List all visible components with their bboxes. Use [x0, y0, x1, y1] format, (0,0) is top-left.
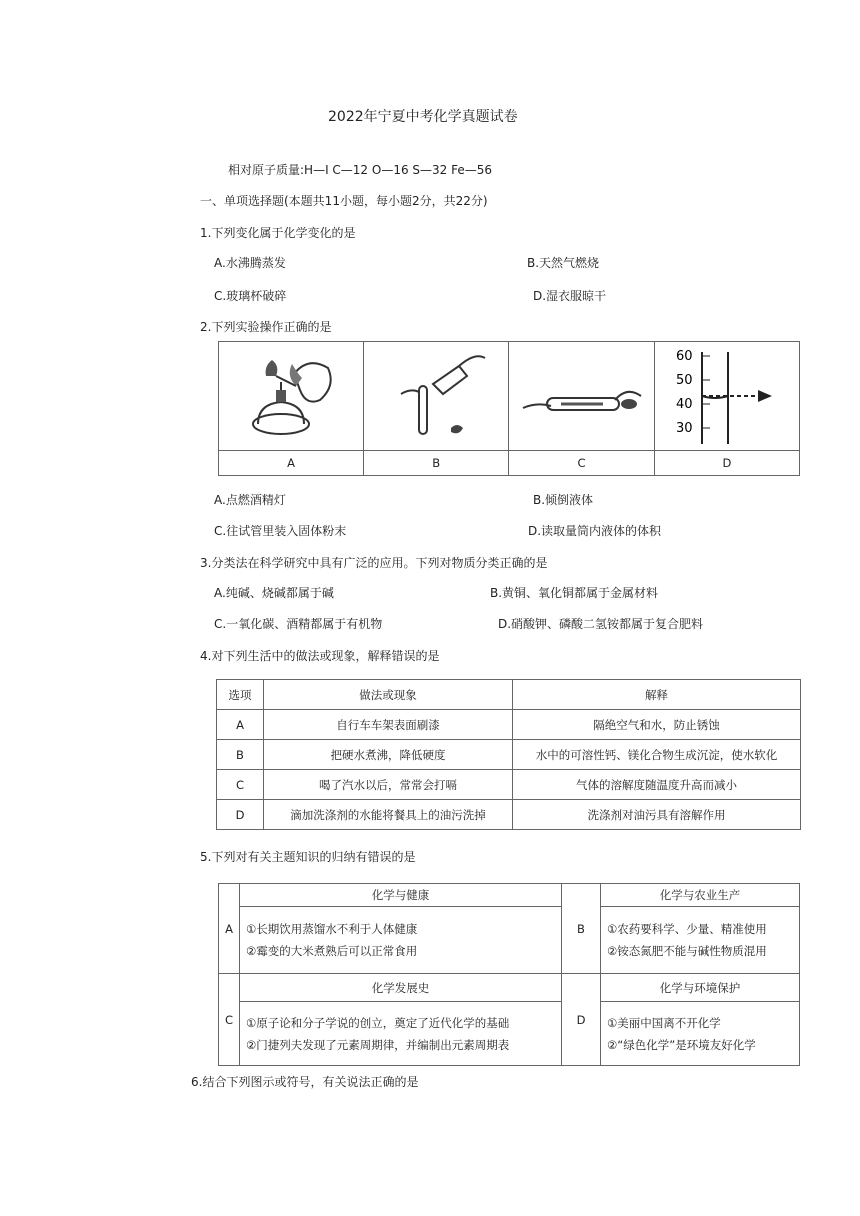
q5-letter-a: A — [219, 884, 240, 974]
figure-label-d: D — [654, 451, 799, 476]
q5-c-line-1: ①原子论和分子学说的创立，奠定了近代化学的基础 — [246, 1015, 510, 1030]
q4-cell: 隔绝空气和水，防止锈蚀 — [513, 710, 801, 740]
q4-header-practice: 做法或现象 — [264, 680, 513, 710]
q5-a-line-1: ①长期饮用蒸馏水不利于人体健康 — [246, 922, 418, 936]
cylinder-tick-60: 60 — [675, 349, 693, 364]
q3-option-a: A.纯碱、烧碱都属于碱 — [214, 586, 334, 600]
q5-head-a: 化学与健康 — [240, 884, 562, 907]
q5-head-c: 化学发展史 — [240, 974, 562, 1002]
table-row — [217, 770, 801, 800]
q5-letter-c: C — [219, 974, 240, 1066]
question-5-stem: 5.下列对有关主题知识的归纳有错误的是 — [200, 850, 416, 864]
page-title: 2022年宁夏中考化学真题试卷 — [328, 109, 518, 125]
q4-cell: D — [217, 800, 264, 830]
q5-table — [218, 883, 800, 1066]
q5-b-line-1: ①农药要科学、少量、精准使用 — [607, 922, 767, 936]
q4-cell: 气体的溶解度随温度升高而减小 — [513, 770, 801, 800]
q5-letter-b: B — [562, 884, 601, 974]
q1-option-d: D.湿衣服晾干 — [533, 289, 607, 303]
q5-head-b: 化学与农业生产 — [601, 884, 800, 907]
figure-label-a: A — [219, 451, 364, 476]
pouring-liquid-figure — [364, 342, 509, 451]
q4-cell: C — [217, 770, 264, 800]
cylinder-tick-50: 50 — [675, 373, 693, 388]
q4-cell: B — [217, 740, 264, 770]
cylinder-tick-40: 40 — [675, 397, 693, 412]
loading-powder-illustration — [517, 346, 647, 446]
loading-powder-figure — [509, 342, 655, 451]
question-3-stem: 3.分类法在科学研究中具有广泛的应用。下列对物质分类正确的是 — [200, 556, 548, 570]
q5-c-line-2: ②门捷列夫发现了元素周期律，并编制出元素周期表 — [246, 1037, 510, 1052]
q1-option-a: A.水沸腾蒸发 — [214, 256, 286, 270]
q5-body-d — [601, 1002, 800, 1066]
q5-letter-d: D — [562, 974, 601, 1066]
q5-head-d: 化学与环境保护 — [601, 974, 800, 1002]
q2-option-a: A.点燃酒精灯 — [214, 493, 286, 507]
q2-option-b: B.倾倒液体 — [533, 493, 594, 507]
q1-option-b: B.天然气燃烧 — [527, 256, 600, 270]
figure-label-b: B — [364, 451, 509, 476]
q2-figure-table — [218, 341, 800, 476]
q3-option-c: C.一氧化碳、酒精都属于有机物 — [214, 617, 383, 631]
question-4-stem: 4.对下列生活中的做法或现象，解释错误的是 — [200, 649, 440, 663]
q4-header-option: 选项 — [217, 680, 264, 710]
question-2-stem: 2.下列实验操作正确的是 — [200, 320, 332, 334]
alcohol-lamp-figure — [219, 342, 364, 451]
q4-cell: 水中的可溶性钙、镁化合物生成沉淀，使水软化 — [513, 740, 801, 770]
q5-body-b — [601, 907, 800, 974]
lighting-lamp-illustration — [236, 346, 346, 446]
q2-option-c: C.往试管里装入固体粉末 — [214, 524, 347, 538]
cylinder-tick-30: 30 — [675, 421, 693, 436]
q4-cell: A — [217, 710, 264, 740]
figure-label-c: C — [509, 451, 655, 476]
table-row — [217, 800, 801, 830]
q5-b-line-2: ②铵态氮肥不能与碱性物质混用 — [607, 944, 767, 958]
q4-cell: 自行车车架表面刷漆 — [264, 710, 513, 740]
q3-option-b: B.黄铜、氧化铜都属于金属材料 — [490, 586, 659, 600]
q2-option-d: D.读取量筒内液体的体积 — [528, 524, 662, 538]
q4-cell: 滴加洗涤剂的水能将餐具上的油污洗掉 — [264, 800, 513, 830]
q4-header-explanation: 解释 — [513, 680, 801, 710]
pouring-liquid-illustration — [381, 346, 491, 446]
q4-table — [216, 679, 801, 830]
q3-option-d: D.硝酸钾、磷酸二氢铵都属于复合肥料 — [498, 617, 704, 631]
atomic-mass-line: 相对原子质量:H—I C—12 O—16 S—32 Fe—56 — [228, 163, 493, 177]
q4-cell: 洗涤剂对油污具有溶解作用 — [513, 800, 801, 830]
q5-body-c — [240, 1002, 562, 1066]
question-1-stem: 1.下列变化属于化学变化的是 — [200, 226, 356, 240]
table-row — [217, 710, 801, 740]
reading-cylinder-figure — [654, 342, 799, 451]
q1-option-c: C.玻璃杯破碎 — [214, 289, 287, 303]
q5-d-line-2: ②“绿色化学”是环境友好化学 — [607, 1037, 756, 1052]
q5-d-line-1: ①美丽中国离不开化学 — [607, 1015, 721, 1030]
q4-cell: 把硬水煮沸，降低硬度 — [264, 740, 513, 770]
section-heading: 一、单项选择题(本题共11小题，每小题2分，共22分) — [200, 194, 488, 208]
question-6-stem: 6.结合下列图示或符号，有关说法正确的是 — [191, 1075, 419, 1089]
table-row — [217, 740, 801, 770]
q4-cell: 喝了汽水以后，常常会打嗝 — [264, 770, 513, 800]
q5-a-line-2: ②霉变的大米煮熟后可以正常食用 — [246, 944, 418, 958]
q5-body-a — [240, 907, 562, 974]
graduated-cylinder-illustration — [672, 346, 782, 446]
